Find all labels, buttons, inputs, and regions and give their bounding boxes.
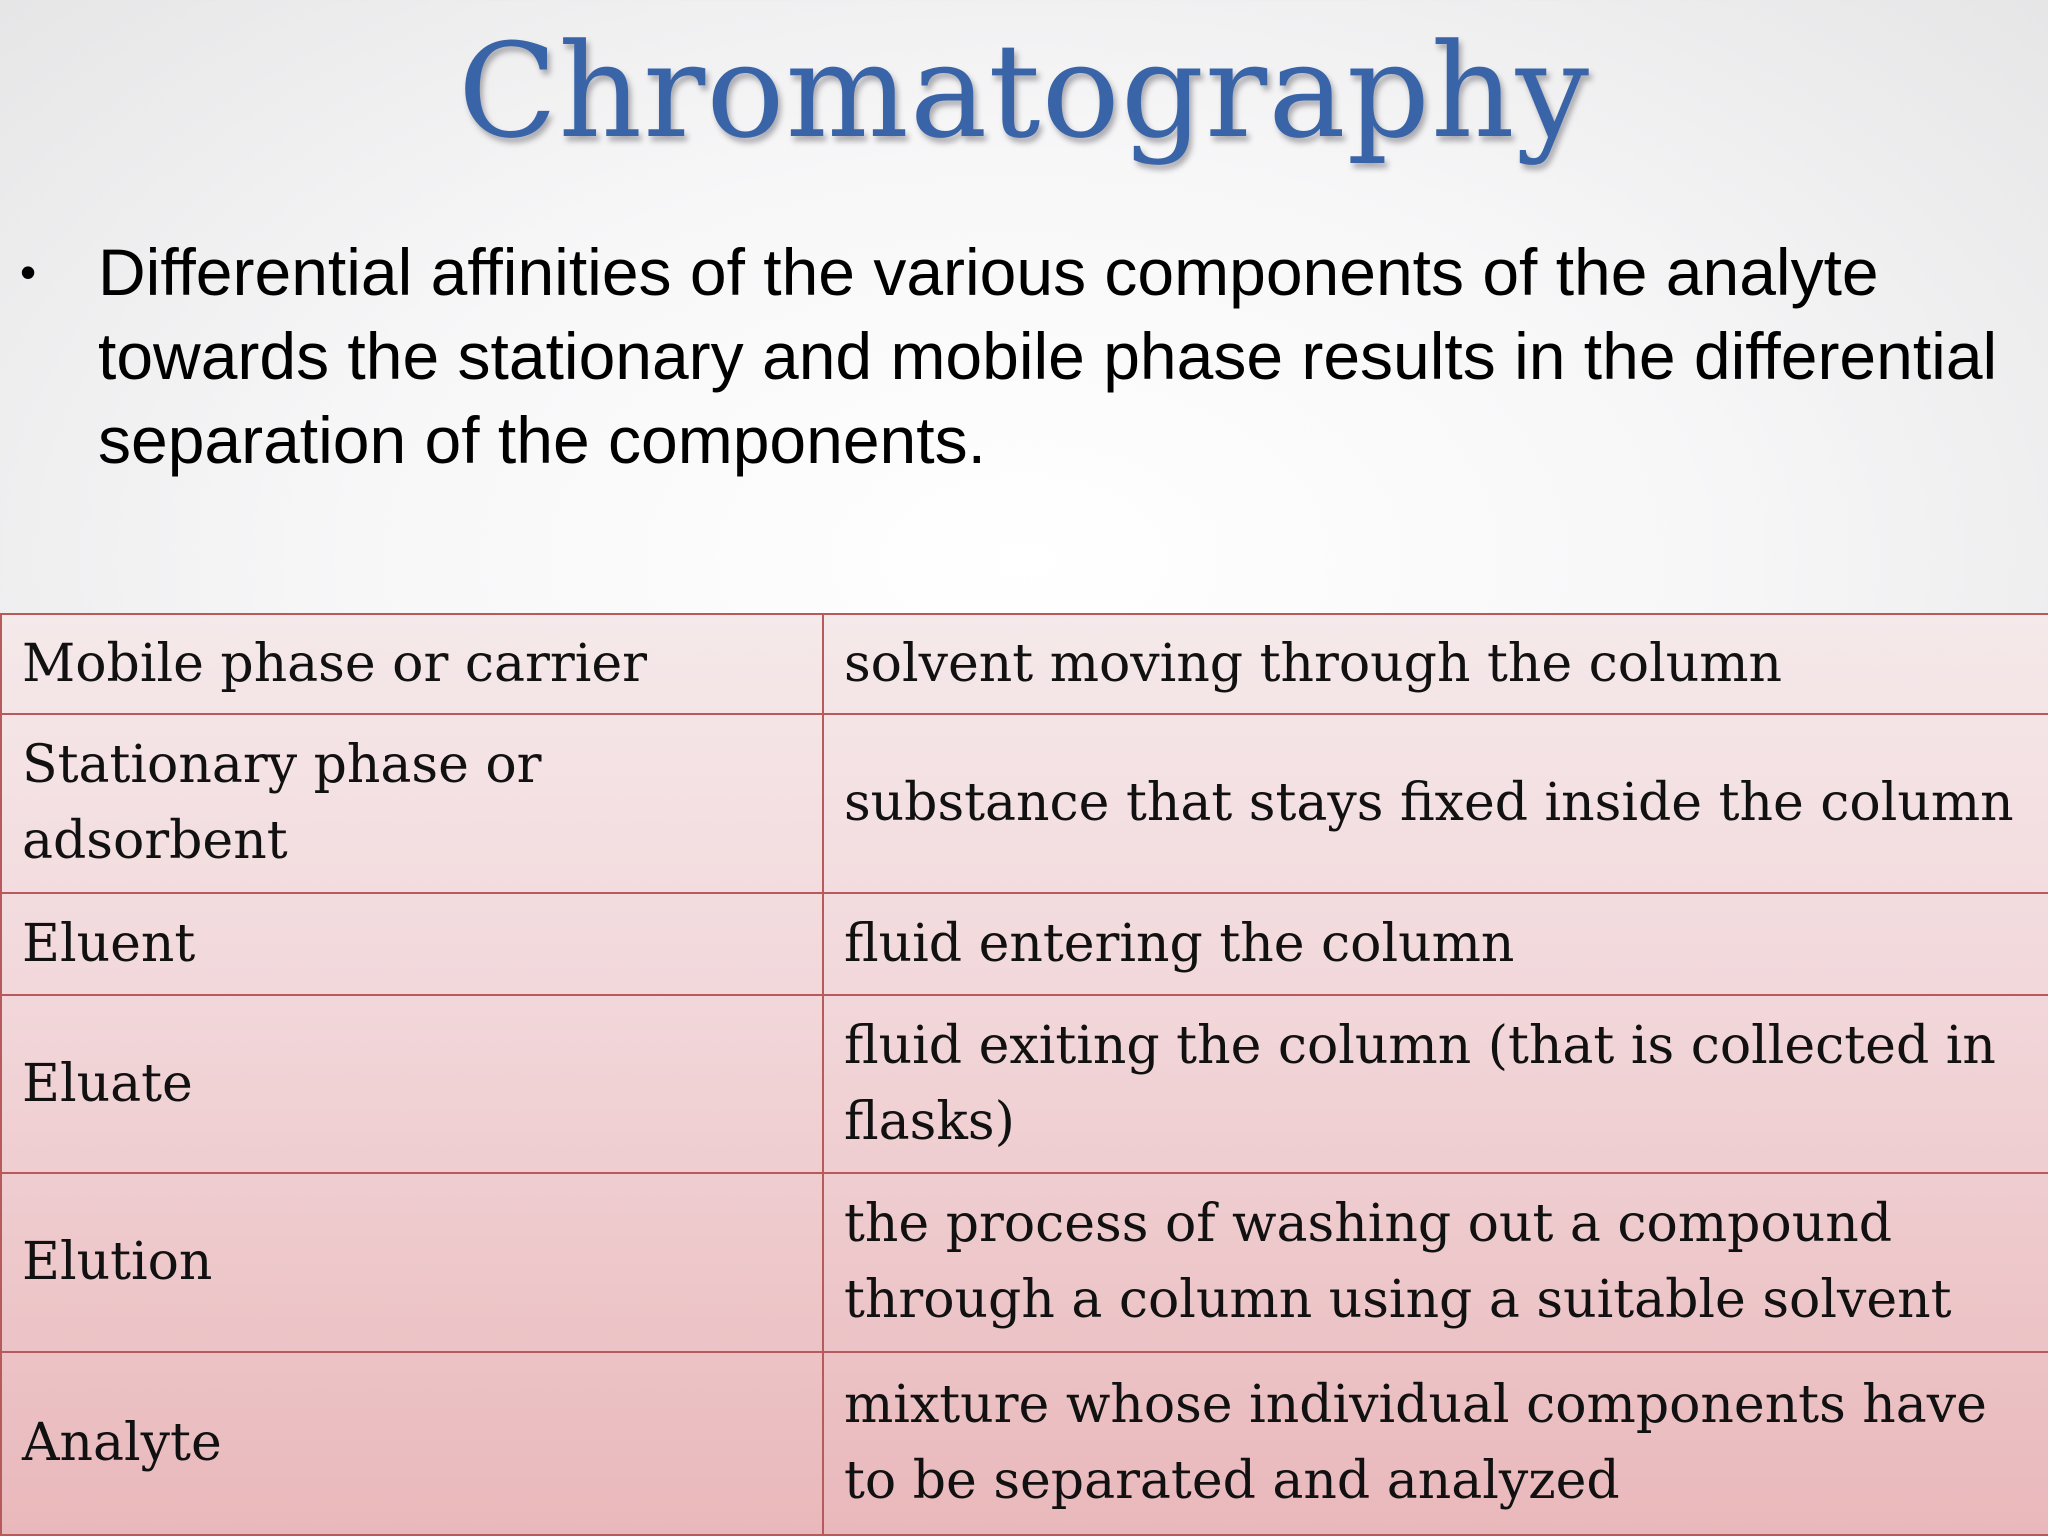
term-cell: Eluate	[1, 995, 823, 1173]
term-cell: Mobile phase or carrier	[1, 614, 823, 714]
terminology-table	[0, 613, 2048, 1536]
definition-cell: substance that stays fixed inside the column	[823, 714, 2048, 892]
slide-title: Chromatography	[457, 15, 1591, 167]
definition-cell: the process of washing out a compound through a column using a suitable solvent	[823, 1173, 2048, 1351]
bullet-text: Differential affinities of the various components of the analyte towards the stationary and mobile phase results in the differential separation of the components.	[98, 235, 1998, 477]
term-cell: Eluent	[1, 893, 823, 995]
table-row	[1, 1352, 2048, 1535]
bullet-marker: •	[20, 246, 37, 298]
table-row	[1, 614, 2048, 714]
term-cell: Stationary phase or adsorbent	[1, 714, 823, 892]
table-row	[1, 714, 2048, 892]
table-row	[1, 1173, 2048, 1351]
table-row	[1, 995, 2048, 1173]
bullet-point	[0, 212, 2048, 477]
definition-cell: fluid exiting the column (that is collected in flasks)	[823, 995, 2048, 1173]
term-cell: Analyte	[1, 1352, 823, 1535]
definition-cell: fluid entering the column	[823, 893, 2048, 995]
definition-cell: solvent moving through the column	[823, 614, 2048, 714]
term-cell: Elution	[1, 1173, 823, 1351]
definition-cell: mixture whose individual components have to be separated and analyzed	[823, 1352, 2048, 1535]
table-row	[1, 893, 2048, 995]
